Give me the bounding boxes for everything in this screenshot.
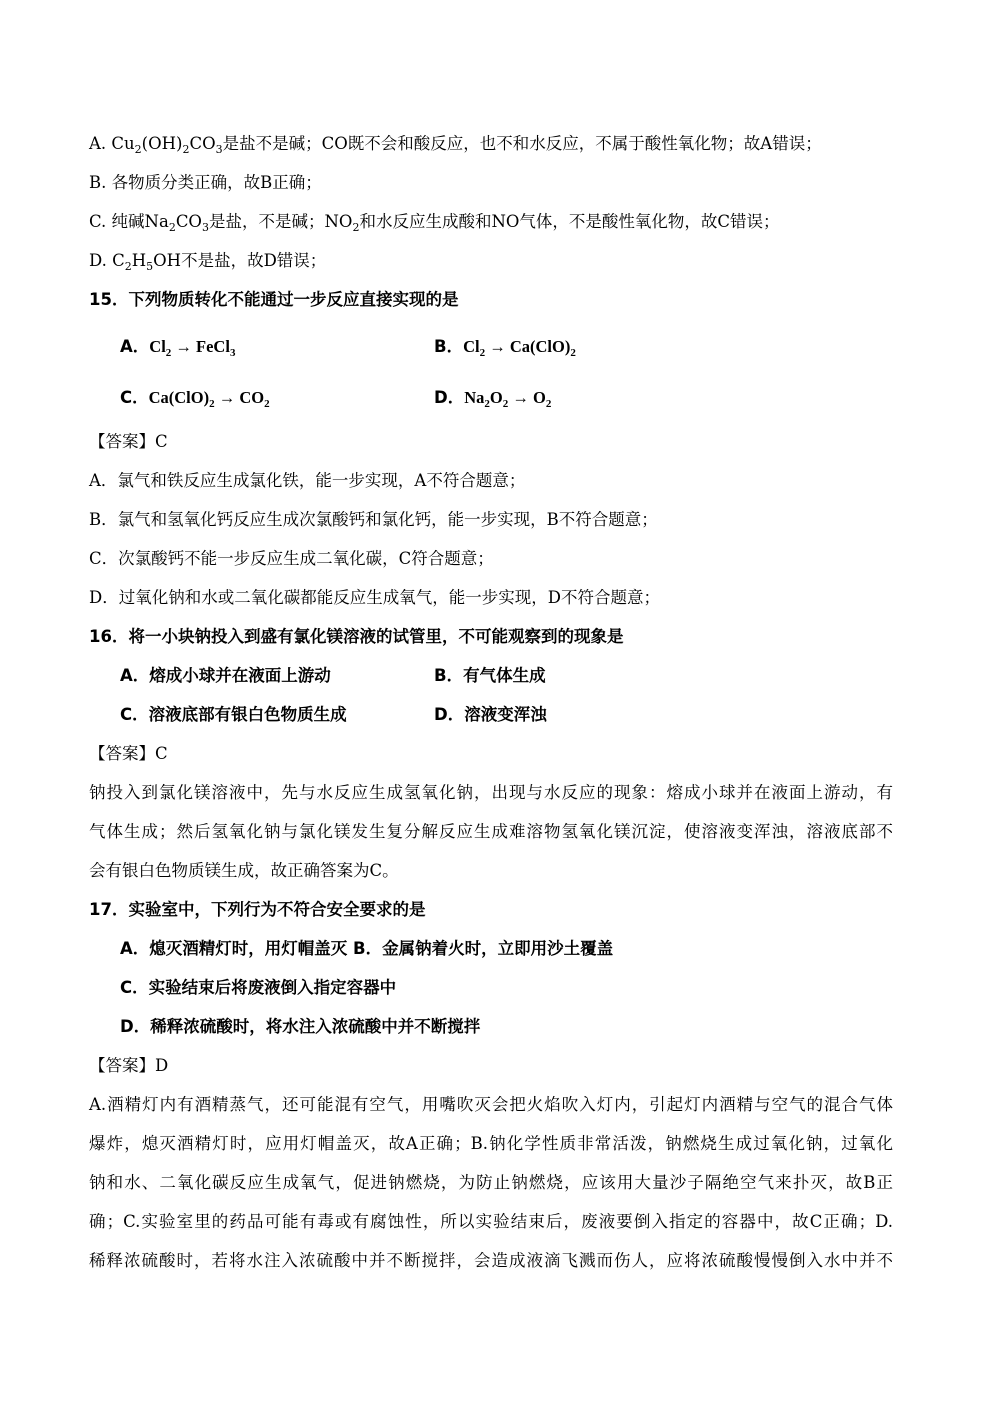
q17-explanation-line-1: A.酒精灯内有酒精蒸气，还可能混有空气，用嘴吹灭会把火焰吹入灯内，引起灯内酒精与空气的混合气体 <box>89 1095 893 1114</box>
q15-explanation-a: A．氯气和铁反应生成氯化铁，能一步实现，A不符合题意； <box>89 471 526 490</box>
q14-explanation-a: A. $Cu_2(OH)_2CO_3$是盐不是碱；CO既不会和酸反应，也不和水反应，不属于酸性氧化物；故A错误； <box>89 134 822 156</box>
question-17-stem: 17．实验室中，下列行为不符合安全要求的是 <box>89 900 426 919</box>
q17-explanation-line-5: 稀释浓硫酸时，若将水注入浓硫酸中并不断搅拌，会造成液滴飞溅而伤人，应将浓硫酸慢慢倒入水中并不 <box>89 1251 893 1270</box>
q15-explanation-d: D．过氧化钠和水或二氧化碳都能反应生成氧气，能一步实现，D不符合题意； <box>89 588 660 607</box>
q15-option-a: A．$Cl_2$ → FeCl$_3$ <box>120 337 236 359</box>
q15-explanation-c: C．次氯酸钙不能一步反应生成二氧化碳，C符合题意； <box>89 549 494 568</box>
q17-answer: 【答案】D <box>89 1056 169 1075</box>
q16-explanation-line-3: 会有银白色物质镁生成，故正确答案为C。 <box>89 861 399 880</box>
q16-answer: 【答案】C <box>89 744 168 763</box>
q16-explanation-line-1: 钠投入到氯化镁溶液中，先与水反应生成氢氧化钠，出现与水反应的现象：熔成小球并在液面上游动，有 <box>89 783 893 802</box>
q15-option-b: B．$Cl_2 \to Ca(ClO)_2$ <box>434 337 576 359</box>
q17-explanation-line-4: 确；C.实验室里的药品可能有毒或有腐蚀性，所以实验结束后，废液要倒入指定的容器中，故C正确；D. <box>89 1212 893 1231</box>
q15-option-c: C．$Ca(ClO)_2 \to CO_2$ <box>120 388 270 410</box>
q15-answer: 【答案】C <box>89 432 168 451</box>
q15-option-d: D．$Na_2O_2 \to O_2$ <box>434 388 552 410</box>
q16-option-a: A．熔成小球并在液面上游动 <box>120 666 331 685</box>
q15-explanation-b: B．氯气和氢氧化钙反应生成次氯酸钙和氯化钙，能一步实现，B不符合题意； <box>89 510 658 529</box>
q17-option-c: C．实验结束后将废液倒入指定容器中 <box>120 978 397 997</box>
q17-option-d: D．稀释浓硫酸时，将水注入浓硫酸中并不断搅拌 <box>120 1017 481 1036</box>
q16-option-b: B．有气体生成 <box>434 666 546 685</box>
q14-explanation-b: B. 各物质分类正确，故B正确； <box>89 173 322 192</box>
q17-explanation-line-3: 钠和水、二氧化碳反应生成氧气，促进钠燃烧，为防止钠燃烧，应该用大量沙子隔绝空气来扑灭，故B正 <box>89 1173 893 1192</box>
question-15-stem: 15．下列物质转化不能通过一步反应直接实现的是 <box>89 290 459 309</box>
q14-explanation-c: C. 纯碱$Na_2CO_3$是盐，不是碱；$NO_2$和水反应生成酸和NO气体，不是酸性氧化物，故C错误； <box>89 212 780 234</box>
q17-options-ab: A．熄灭酒精灯时，用灯帽盖灭 B．金属钠着火时，立即用沙土覆盖 <box>120 939 614 958</box>
q16-option-d: D．溶液变浑浊 <box>434 705 547 724</box>
q14-explanation-d: D. $C_2H_5OH$不是盐，故D错误； <box>89 251 327 273</box>
question-16-stem: 16．将一小块钠投入到盛有氯化镁溶液的试管里，不可能观察到的现象是 <box>89 627 624 646</box>
q17-explanation-line-2: 爆炸，熄灭酒精灯时，应用灯帽盖灭，故A正确；B.钠化学性质非常活泼，钠燃烧生成过氧化钠，过氧化 <box>89 1134 893 1153</box>
q16-explanation-line-2: 气体生成；然后氢氧化钠与氯化镁发生复分解反应生成难溶物氢氧化镁沉淀，使溶液变浑浊，溶液底部不 <box>89 822 893 841</box>
q16-option-c: C．溶液底部有银白色物质生成 <box>120 705 347 724</box>
